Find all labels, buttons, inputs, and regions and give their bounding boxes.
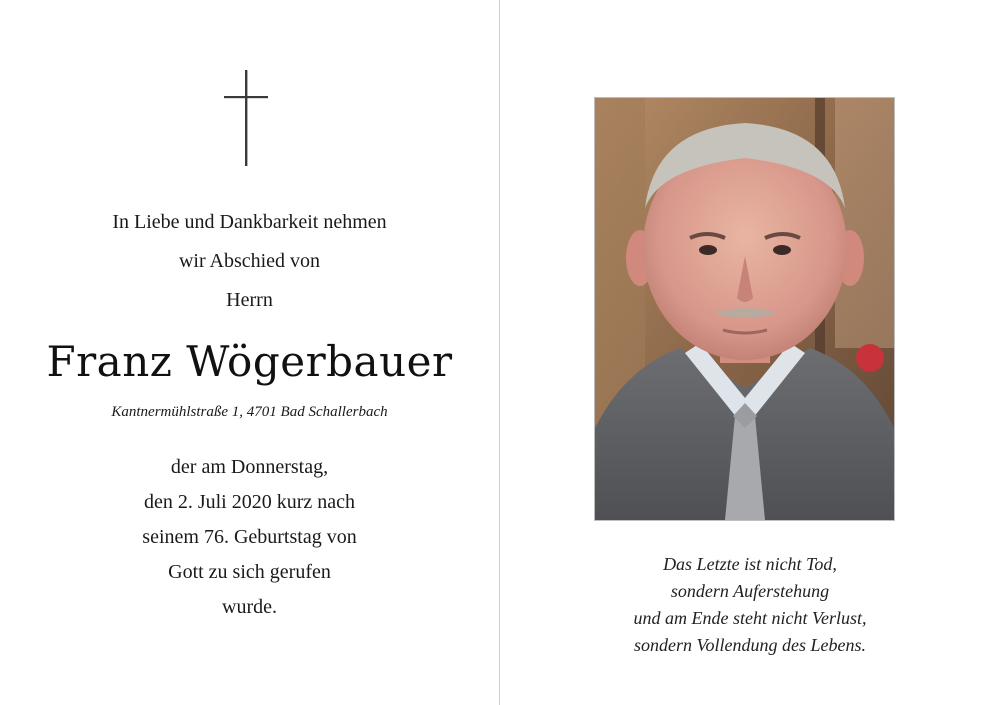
address: Kantnermühlstraße 1, 4701 Bad Schallerbach	[111, 404, 388, 420]
portrait-photo	[594, 97, 895, 521]
intro-line: In Liebe und Dankbarkeit nehmen	[112, 211, 387, 233]
death-notice-text	[0, 450, 499, 625]
notice-line: seinem 76. Geburtstag von	[142, 526, 357, 548]
notice-line: Gott zu sich gerufen	[168, 561, 331, 583]
intro-line: wir Abschied von	[178, 250, 321, 272]
quote-line: und am Ende steht nicht Verlust,	[633, 608, 867, 628]
notice-line: den 2. Juli 2020 kurz nach	[143, 491, 356, 513]
notice-line: wurde.	[222, 596, 277, 618]
right-panel	[500, 0, 1000, 705]
intro-text	[0, 203, 499, 320]
quote-line: Das Letzte ist nicht Tod,	[663, 554, 837, 574]
notice-line: der am Donnerstag,	[170, 456, 329, 478]
left-panel	[0, 0, 499, 705]
intro-line: Herrn	[226, 289, 273, 311]
memorial-quote	[500, 551, 1000, 659]
cross-icon	[223, 70, 269, 166]
deceased-name: Franz Wögerbauer	[46, 337, 453, 386]
quote-line: sondern Vollendung des Lebens.	[634, 635, 866, 655]
portrait-illustration	[595, 98, 894, 520]
quote-line: sondern Auferstehung	[670, 581, 830, 601]
